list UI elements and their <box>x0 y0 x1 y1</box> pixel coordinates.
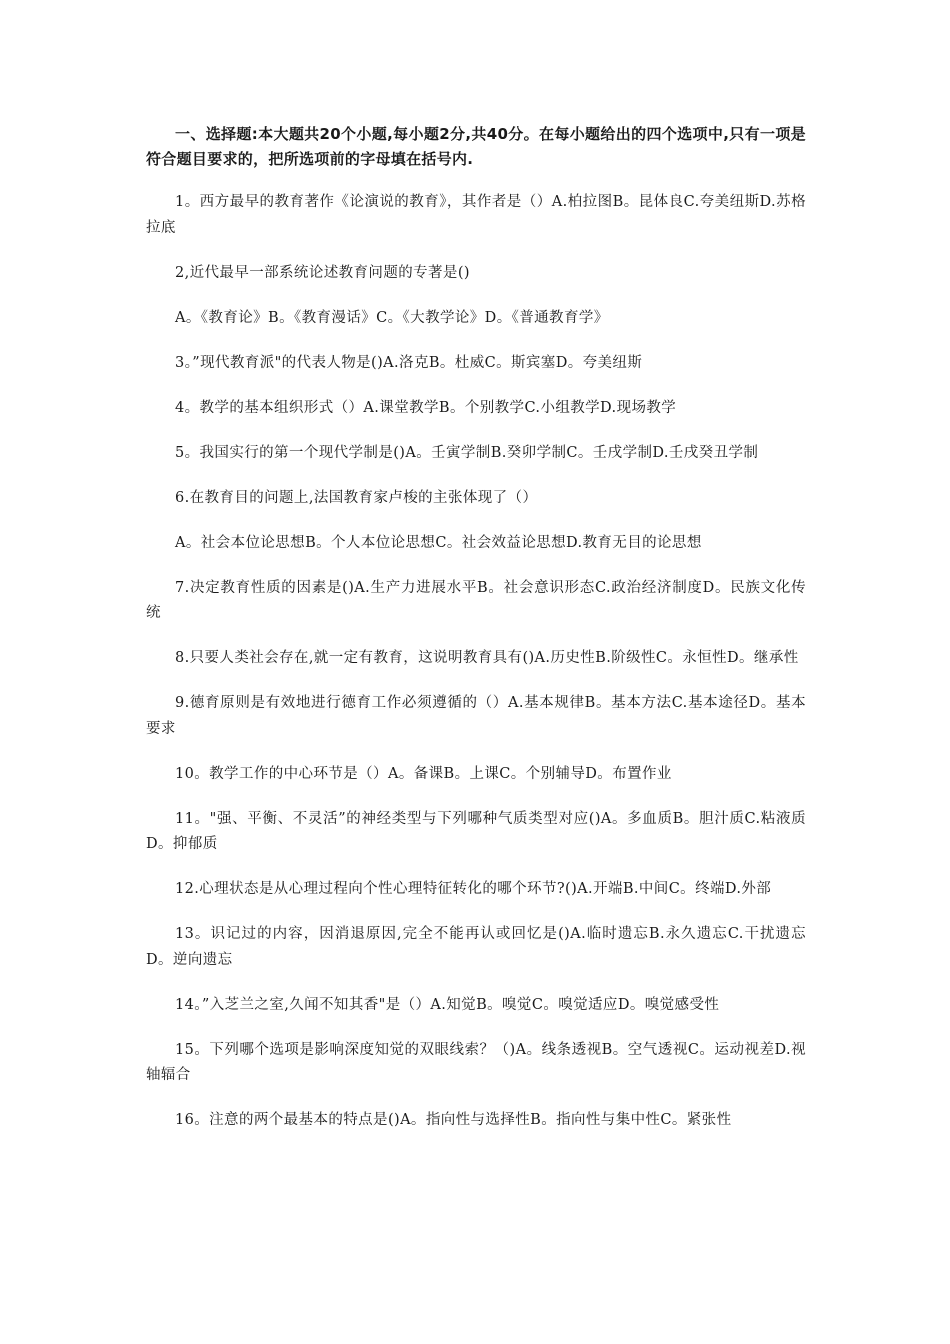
question-2: 2,近代最早一部系统论述教育问题的专著是() <box>175 264 470 281</box>
section-heading: 一、选择题:本大题共20个小题,每小题2分,共40分。在每小题给出的四个选项中,只有一项是符合题目要求的，把所选项前的字母填在括号内. <box>146 125 806 168</box>
question-11: 11。"强、平衡、不灵活”的神经类型与下列哪种气质类型对应()A。多血质B。胆汁质C.粘液质D。抑郁质 <box>146 810 806 852</box>
document-page <box>146 122 806 1153</box>
question-4: 4。教学的基本组织形式（）A.课堂教学B。个别教学C.小组教学D.现场教学 <box>175 399 677 416</box>
question-6-options: A。社会本位论思想B。个人本位论思想C。社会效益论思想D.教育无目的论思想 <box>175 534 702 551</box>
question-10: 10。教学工作的中心环节是（）A。备课B。上课C。个别辅导D。布置作业 <box>175 765 672 782</box>
question-list <box>146 190 806 1134</box>
question-9: 9.德育原则是有效地进行德育工作必须遵循的（）A.基本规律B。基本方法C.基本途径D。基本要求 <box>146 695 806 737</box>
question-3: 3。”现代教育派"的代表人物是()A.洛克B。杜威C。斯宾塞D。夸美纽斯 <box>175 354 643 371</box>
question-8: 8.只要人类社会存在,就一定有教育，这说明教育具有()A.历史性B.阶级性C。永恒性D。继承性 <box>175 650 799 666</box>
question-5: 5。我国实行的第一个现代学制是()A。壬寅学制B.癸卯学制C。壬戌学制D.壬戌癸丑学制 <box>175 444 759 461</box>
question-15: 15。下列哪个选项是影响深度知觉的双眼线索？（)A。线条透视B。空气透视C。运动视差D.视轴辐合 <box>146 1041 806 1083</box>
question-6: 6.在教育目的问题上,法国教育家卢梭的主张体现了（） <box>175 489 538 506</box>
question-1: 1。西方最早的教育著作《论演说的教育》，其作者是（）A.柏拉图B。昆体良C.夸美纽斯D.苏格拉底 <box>146 194 806 236</box>
question-7: 7.决定教育性质的因素是()A.生产力进展水平B。社会意识形态C.政治经济制度D。民族文化传统 <box>146 579 806 621</box>
question-13: 13。识记过的内容，因消退原因,完全不能再认或回忆是()A.临时遗忘B.永久遗忘C.干扰遗忘D。逆向遗忘 <box>146 926 806 968</box>
question-14: 14。”入芝兰之室,久闻不知其香"是（）A.知觉B。嗅觉C。嗅觉适应D。嗅觉感受性 <box>175 996 720 1013</box>
question-16: 16。注意的两个最基本的特点是()A。指向性与选择性B。指向性与集中性C。紧张性 <box>175 1112 732 1128</box>
question-2-options: A。《教育论》B。《教育漫话》C。《大教学论》D。《普通教育学》 <box>175 309 609 326</box>
question-12: 12.心理状态是从心理过程向个性心理特征转化的哪个环节?()A.开端B.中间C。终端D.外部 <box>175 881 772 897</box>
